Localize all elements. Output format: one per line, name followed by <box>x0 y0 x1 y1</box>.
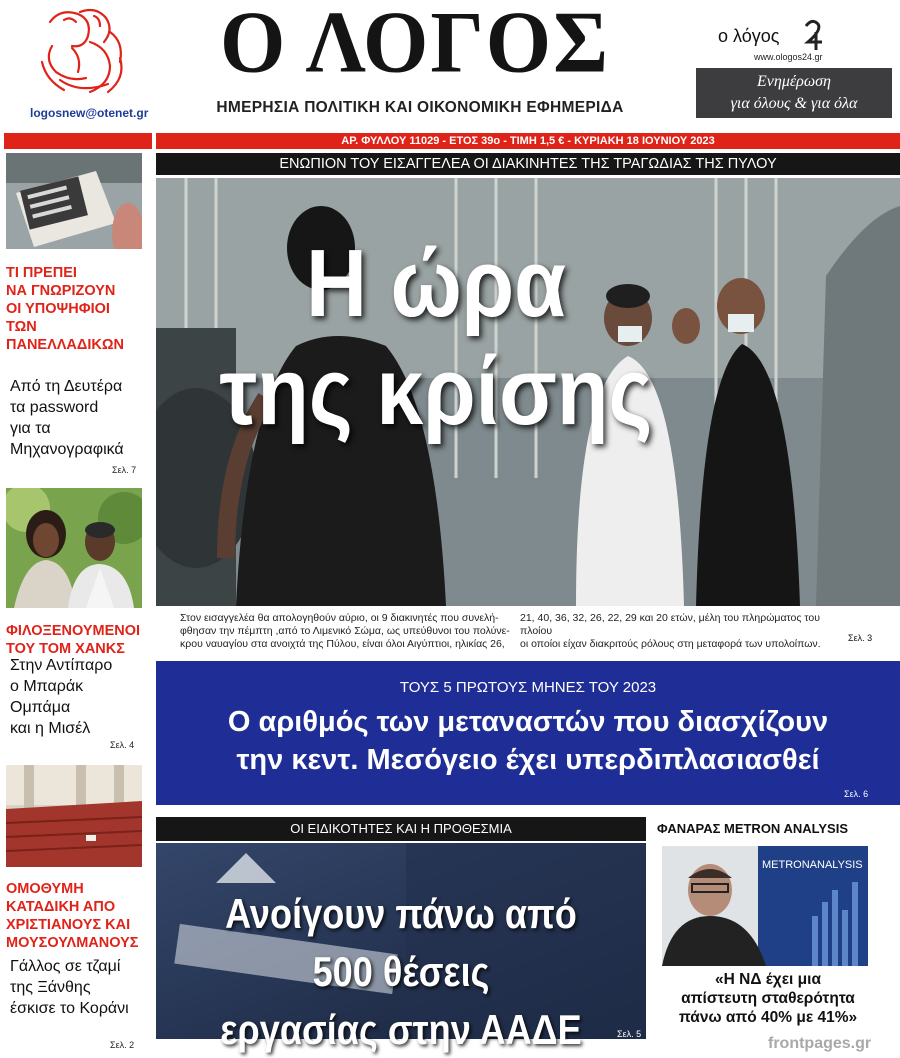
kicker-line: ΤΟΥ ΤΟΜ ΧΑΝΚΣ <box>6 641 125 657</box>
migrants-kicker: ΤΟΥΣ 5 ΠΡΩΤΟΥΣ ΜΗΝΕΣ ΤΟΥ 2023 <box>399 679 657 696</box>
kicker-line: ΦΙΛΟΞΕΝΟΥΜΕΝΟΙ <box>6 623 141 639</box>
page-reference: Σελ. 6 <box>844 789 869 799</box>
page-reference: Σελ. 3 <box>848 633 873 643</box>
brand-tagline <box>696 68 892 118</box>
page-reference: Σελ. 5 <box>617 1029 642 1039</box>
issue-info-bar: ΑΡ. ΦΥΛΛΟΥ 11029 - ΕΤΟΣ 39ο - ΤΙΜΗ 1,5 € - ΚΥΡΙΑΚΗ 18 ΙΟΥΝΙΟΥ 2023 <box>156 133 900 149</box>
sidebar-kicker <box>6 880 139 952</box>
headline-line: τα password <box>10 399 99 416</box>
headline-line: Στην Αντίπαρο <box>10 657 113 674</box>
page-reference: Σελ. 7 <box>112 465 137 475</box>
sidebar-headline[interactable] <box>10 655 112 739</box>
newspaper-subtitle: ΗΜΕΡΗΣΙΑ ΠΟΛΙΤΙΚΗ ΚΑΙ ΟΙΚΟΝΟΜΙΚΗ ΕΦΗΜΕΡΙΔΑ <box>216 99 624 116</box>
quote-line: απίστευτη σταθερότητα <box>681 990 855 1007</box>
sidebar-photo-obamas <box>6 488 142 608</box>
caption-line: Στον εισαγγελέα θα απολογηθούν αύριο, οι 9 διακινητές που συνελή- <box>180 612 499 624</box>
headline-line: Μηχανογραφικά <box>10 441 124 458</box>
kicker-line: ΝΑ ΓΝΩΡΙΖΟΥΝ <box>6 283 116 299</box>
sidebar-photo-documents <box>6 153 142 249</box>
sidebar-headline[interactable] <box>10 376 124 460</box>
source-watermark: frontpages.gr <box>768 1035 872 1052</box>
headline-line: και η Μισέλ <box>10 720 91 737</box>
headline-line: Γάλλος σε τζαμί <box>10 958 121 975</box>
kicker-line: ΤΙ ΠΡΕΠΕΙ <box>6 265 77 281</box>
online-brand-url: www.ologos24.gr <box>754 52 823 62</box>
brand-tagline-line: για όλους & για όλα <box>730 95 858 112</box>
migrants-headline <box>156 703 900 779</box>
red-rule <box>4 133 152 149</box>
lead-caption-left <box>180 612 510 651</box>
contact-email: logosnew@otenet.gr <box>30 106 149 120</box>
lead-headline[interactable] <box>190 230 683 446</box>
brand-24-icon <box>802 18 824 52</box>
headline-line: έσκισε το Κοράνι <box>10 1000 129 1017</box>
caption-line: οι οποίοι είχαν διακριτούς ρόλους στη μεταφορά των υπολοίπων. <box>520 638 821 650</box>
headline-line: της Ξάνθης <box>10 979 91 996</box>
aade-kicker: ΟΙ ΕΙΔΙΚΟΤΗΤΕΣ ΚΑΙ Η ΠΡΟΘΕΣΜΙΑ <box>156 817 646 841</box>
headline-line: Ομπάμα <box>10 699 71 716</box>
sidebar-photo-mosque <box>6 765 142 867</box>
headline-line: Από τη Δευτέρα <box>10 378 123 395</box>
lead-caption-right <box>520 612 850 651</box>
caption-line: 21, 40, 36, 32, 26, 22, 29 και 20 ετών, μέλη του πληρώματος του πλοίου <box>520 612 820 637</box>
lead-kicker: ΕΝΩΠΙΟΝ ΤΟΥ ΕΙΣΑΓΓΕΛΕΑ ΟΙ ΔΙΑΚΙΝΗΤΕΣ ΤΗΣ ΤΡΑΓΩΔΙΑΣ ΤΗΣ ΠΥΛΟΥ <box>156 153 900 175</box>
kicker-line: ΤΩΝ <box>6 319 37 335</box>
headline-line: για τα <box>10 420 51 437</box>
kicker-line: ΧΡΙΣΤΙΑΝΟΥΣ ΚΑΙ <box>6 917 131 933</box>
lead-headline-line: Η ώρα <box>305 230 567 337</box>
quote-line: «Η ΝΔ έχει μια <box>715 971 821 988</box>
caption-line: κρου ναυαγίου στα ανοιχτά της Πύλου, είναι όλοι Αιγύπτιοι, ηλικίας 26, <box>180 638 505 650</box>
headline-line: την κεντ. Μεσόγειο έχει υπερδιπλασιασθεί <box>236 744 820 776</box>
metron-kicker: ΦΑΝΑΡΑΣ METRON ANALYSIS <box>657 821 848 836</box>
newspaper-emblem <box>20 2 150 102</box>
metron-photo-sign: METRONANALYSIS <box>762 859 863 871</box>
headline-line: ο Μπαράκ <box>10 678 84 695</box>
sidebar-kicker <box>6 622 140 658</box>
online-brand-name: ο λόγος <box>718 26 780 46</box>
sidebar-headline[interactable] <box>10 956 129 1019</box>
headline-line: Ο αριθμός των μεταναστών που διασχίζουν <box>227 706 829 738</box>
kicker-line: ΟΜΟΘΥΜΗ <box>6 881 84 897</box>
kicker-line: ΟΙ ΥΠΟΨΗΦΙΟΙ <box>6 301 110 317</box>
caption-line: φθησαν την πέμπτη ,από το Λιμενικό Σώμα, ως υπεύθυνοι του πολύνε- <box>180 625 510 637</box>
aade-headline[interactable] <box>190 885 611 1058</box>
lead-headline-line: της κρίσης <box>219 338 653 445</box>
headline-line: εργασίας στην ΑΑΔΕ <box>220 1006 582 1053</box>
metron-quote[interactable] <box>662 970 874 1027</box>
kicker-line: ΚΑΤΑΔΙΚΗ ΑΠΟ <box>6 899 116 915</box>
page-reference: Σελ. 4 <box>110 740 135 750</box>
metron-photo <box>662 846 868 966</box>
online-brand-box <box>690 2 898 120</box>
kicker-line: ΠΑΝΕΛΛΑΔΙΚΩΝ <box>6 337 124 353</box>
headline-line: Ανοίγουν πάνω από 500 θέσεις <box>225 890 577 995</box>
kicker-line: ΜΟΥΣΟΥΛΜΑΝΟΥΣ <box>6 935 139 951</box>
sidebar-kicker <box>6 264 124 354</box>
brand-tagline-line: Ενημέρωση <box>757 73 831 90</box>
quote-line: πάνω από 40% με 41%» <box>678 1009 858 1026</box>
migrants-story-box[interactable] <box>156 661 900 805</box>
page-reference: Σελ. 2 <box>110 1040 135 1050</box>
newspaper-title: Ο ΛΟΓΟΣ <box>219 0 611 92</box>
